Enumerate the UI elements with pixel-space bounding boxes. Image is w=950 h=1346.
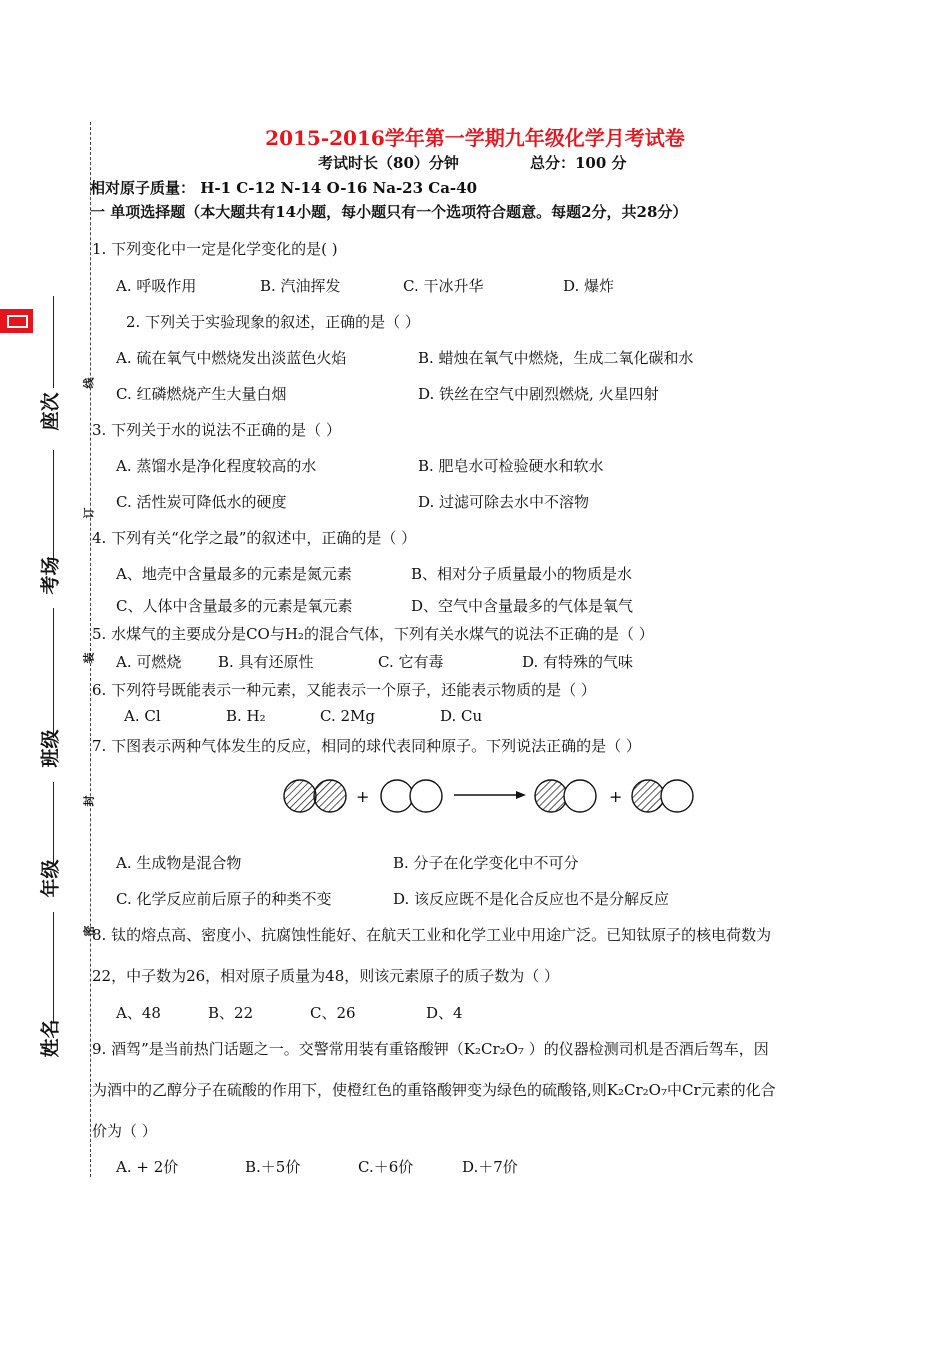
question-1-option-b: B. 汽油挥发	[260, 277, 341, 295]
question-9-stem-end: 价为（ ）	[92, 1122, 157, 1140]
margin-underline	[53, 782, 54, 864]
question-2-option-c: C. 红磷燃烧产生大量白烟	[116, 385, 287, 403]
margin-label-grade: 年级	[39, 859, 62, 898]
hatched-atom	[535, 780, 567, 812]
exam-total-score: 总分：100 分	[530, 154, 627, 172]
question-8-option-b: B、22	[208, 1004, 254, 1022]
question-8-stem-continued: 22，中子数为26，相对原子质量为48，则该元素原子的质子数为（ ）	[92, 967, 560, 985]
question-5-stem: 5. 水煤气的主要成分是CO与H₂的混合气体，下列有关水煤气的说法不正确的是（ ）	[92, 625, 654, 643]
question-3-option-d: D. 过滤可除去水中不溶物	[418, 493, 590, 511]
question-6-option-c: C. 2Mg	[320, 707, 375, 725]
cut-mark: 密	[82, 925, 96, 937]
question-4-option-d: D、空气中含量最多的气体是氧气	[411, 597, 634, 615]
arrow-head-icon	[516, 791, 526, 799]
question-2-stem: 2. 下列关于实验现象的叙述，正确的是（ ）	[126, 313, 420, 331]
cut-mark: 订	[82, 507, 96, 519]
question-3-option-c: C. 活性炭可降低水的硬度	[116, 493, 287, 511]
question-1-stem: 1. 下列变化中一定是化学变化的是( )	[92, 240, 338, 258]
margin-label-class: 班级	[39, 729, 62, 768]
question-8-option-c: C、26	[310, 1004, 356, 1022]
hatched-atom	[314, 780, 346, 812]
exam-title: 2015-2016学年第一学期九年级化学月考试卷	[265, 126, 685, 150]
question-9-stem-continued: 为酒中的乙醇分子在硫酸的作用下，使橙红色的重铬酸钾变为绿色的硫酸铬,则K₂Cr₂O₇中Cr元素的化合	[92, 1081, 776, 1099]
question-1-option-c: C. 干冰升华	[403, 277, 484, 295]
cut-mark: 装	[82, 652, 96, 664]
reaction-diagram	[278, 770, 698, 820]
question-7-option-b: B. 分子在化学变化中不可分	[393, 854, 579, 872]
question-6-option-a: A. Cl	[124, 707, 161, 725]
question-8-stem: 8. 钛的熔点高、密度小、抗腐蚀性能好、在航天工业和化学工业中用途广泛。已知钛原子的核电荷数为	[92, 926, 772, 944]
section-heading: 一 单项选择题（本大题共有14小题，每小题只有一个选项符合题意。每题2分，共28分）	[90, 203, 688, 221]
question-5-option-d: D. 有特殊的气味	[522, 653, 634, 671]
question-3-option-a: A. 蒸馏水是净化程度较高的水	[116, 457, 317, 475]
question-1-option-d: D. 爆炸	[563, 277, 615, 295]
question-9-option-a: A. + 2价	[116, 1158, 179, 1176]
cut-mark: 封	[82, 795, 96, 807]
question-2-option-d: D. 铁丝在空气中剧烈燃烧, 火星四射	[418, 385, 659, 403]
question-6-stem: 6. 下列符号既能表示一种元素，又能表示一个原子，还能表示物质的是（ ）	[92, 681, 596, 699]
hatched-atom	[632, 780, 664, 812]
question-9-option-c: C.＋6价	[358, 1158, 414, 1176]
white-atom	[381, 780, 413, 812]
question-5-option-b: B. 具有还原性	[218, 653, 314, 671]
red-badge-icon	[0, 309, 33, 333]
question-4-stem: 4. 下列有关“化学之最”的叙述中，正确的是（ ）	[92, 529, 417, 547]
margin-underline	[53, 296, 54, 388]
question-7-option-c: C. 化学反应前后原子的种类不变	[116, 890, 332, 908]
question-5-option-c: C. 它有毒	[378, 653, 444, 671]
question-3-stem: 3. 下列关于水的说法不正确的是（ ）	[92, 421, 341, 439]
margin-underline	[53, 450, 54, 562]
binding-dashed-line	[90, 122, 91, 1177]
question-4-option-c: C、人体中含量最多的元素是氧元素	[116, 597, 353, 615]
question-5-option-a: A. 可燃烧	[116, 653, 182, 671]
margin-underline	[53, 912, 54, 1022]
white-atom	[410, 780, 442, 812]
cut-mark: 线	[82, 377, 96, 389]
plus-sign: +	[356, 787, 370, 806]
white-atom	[564, 780, 596, 812]
atomic-masses: 相对原子质量： H-1 C-12 N-14 O-16 Na-23 Ca-40	[90, 179, 478, 197]
white-atom	[661, 780, 693, 812]
question-2-option-a: A. 硫在氧气中燃烧发出淡蓝色火焰	[116, 349, 347, 367]
margin-underline	[53, 608, 54, 738]
hatched-atom	[284, 780, 316, 812]
question-6-option-b: B. H₂	[226, 707, 266, 725]
question-9-option-d: D.＋7价	[462, 1158, 518, 1176]
question-9-option-b: B.＋5价	[245, 1158, 301, 1176]
margin-label-name: 姓名	[39, 1019, 62, 1058]
plus-sign: +	[609, 787, 623, 806]
question-4-option-b: B、相对分子质量最小的物质是水	[411, 565, 633, 583]
margin-label-seat: 座次	[39, 392, 62, 431]
question-6-option-d: D. Cu	[440, 707, 483, 725]
question-8-option-a: A、48	[116, 1004, 161, 1022]
question-7-stem: 7. 下图表示两种气体发生的反应，相同的球代表同种原子。下列说法正确的是（ ）	[92, 737, 641, 755]
question-7-option-a: A. 生成物是混合物	[116, 854, 242, 872]
exam-duration: 考试时长（80）分钟	[318, 154, 459, 172]
question-7-option-d: D. 该反应既不是化合反应也不是分解反应	[393, 890, 670, 908]
question-9-stem: 9. 酒驾”是当前热门话题之一。交警常用装有重铬酸钾（K₂Cr₂O₇ ）的仪器检测司机是否酒后驾车，因	[92, 1040, 769, 1058]
question-2-option-b: B. 蜡烛在氧气中燃烧，生成二氧化碳和水	[418, 349, 694, 367]
margin-label-room: 考场	[39, 556, 62, 595]
question-3-option-b: B. 肥皂水可检验硬水和软水	[418, 457, 604, 475]
question-8-option-d: D、4	[426, 1004, 463, 1022]
question-4-option-a: A、地壳中含量最多的元素是氮元素	[116, 565, 352, 583]
question-1-option-a: A. 呼吸作用	[116, 277, 197, 295]
